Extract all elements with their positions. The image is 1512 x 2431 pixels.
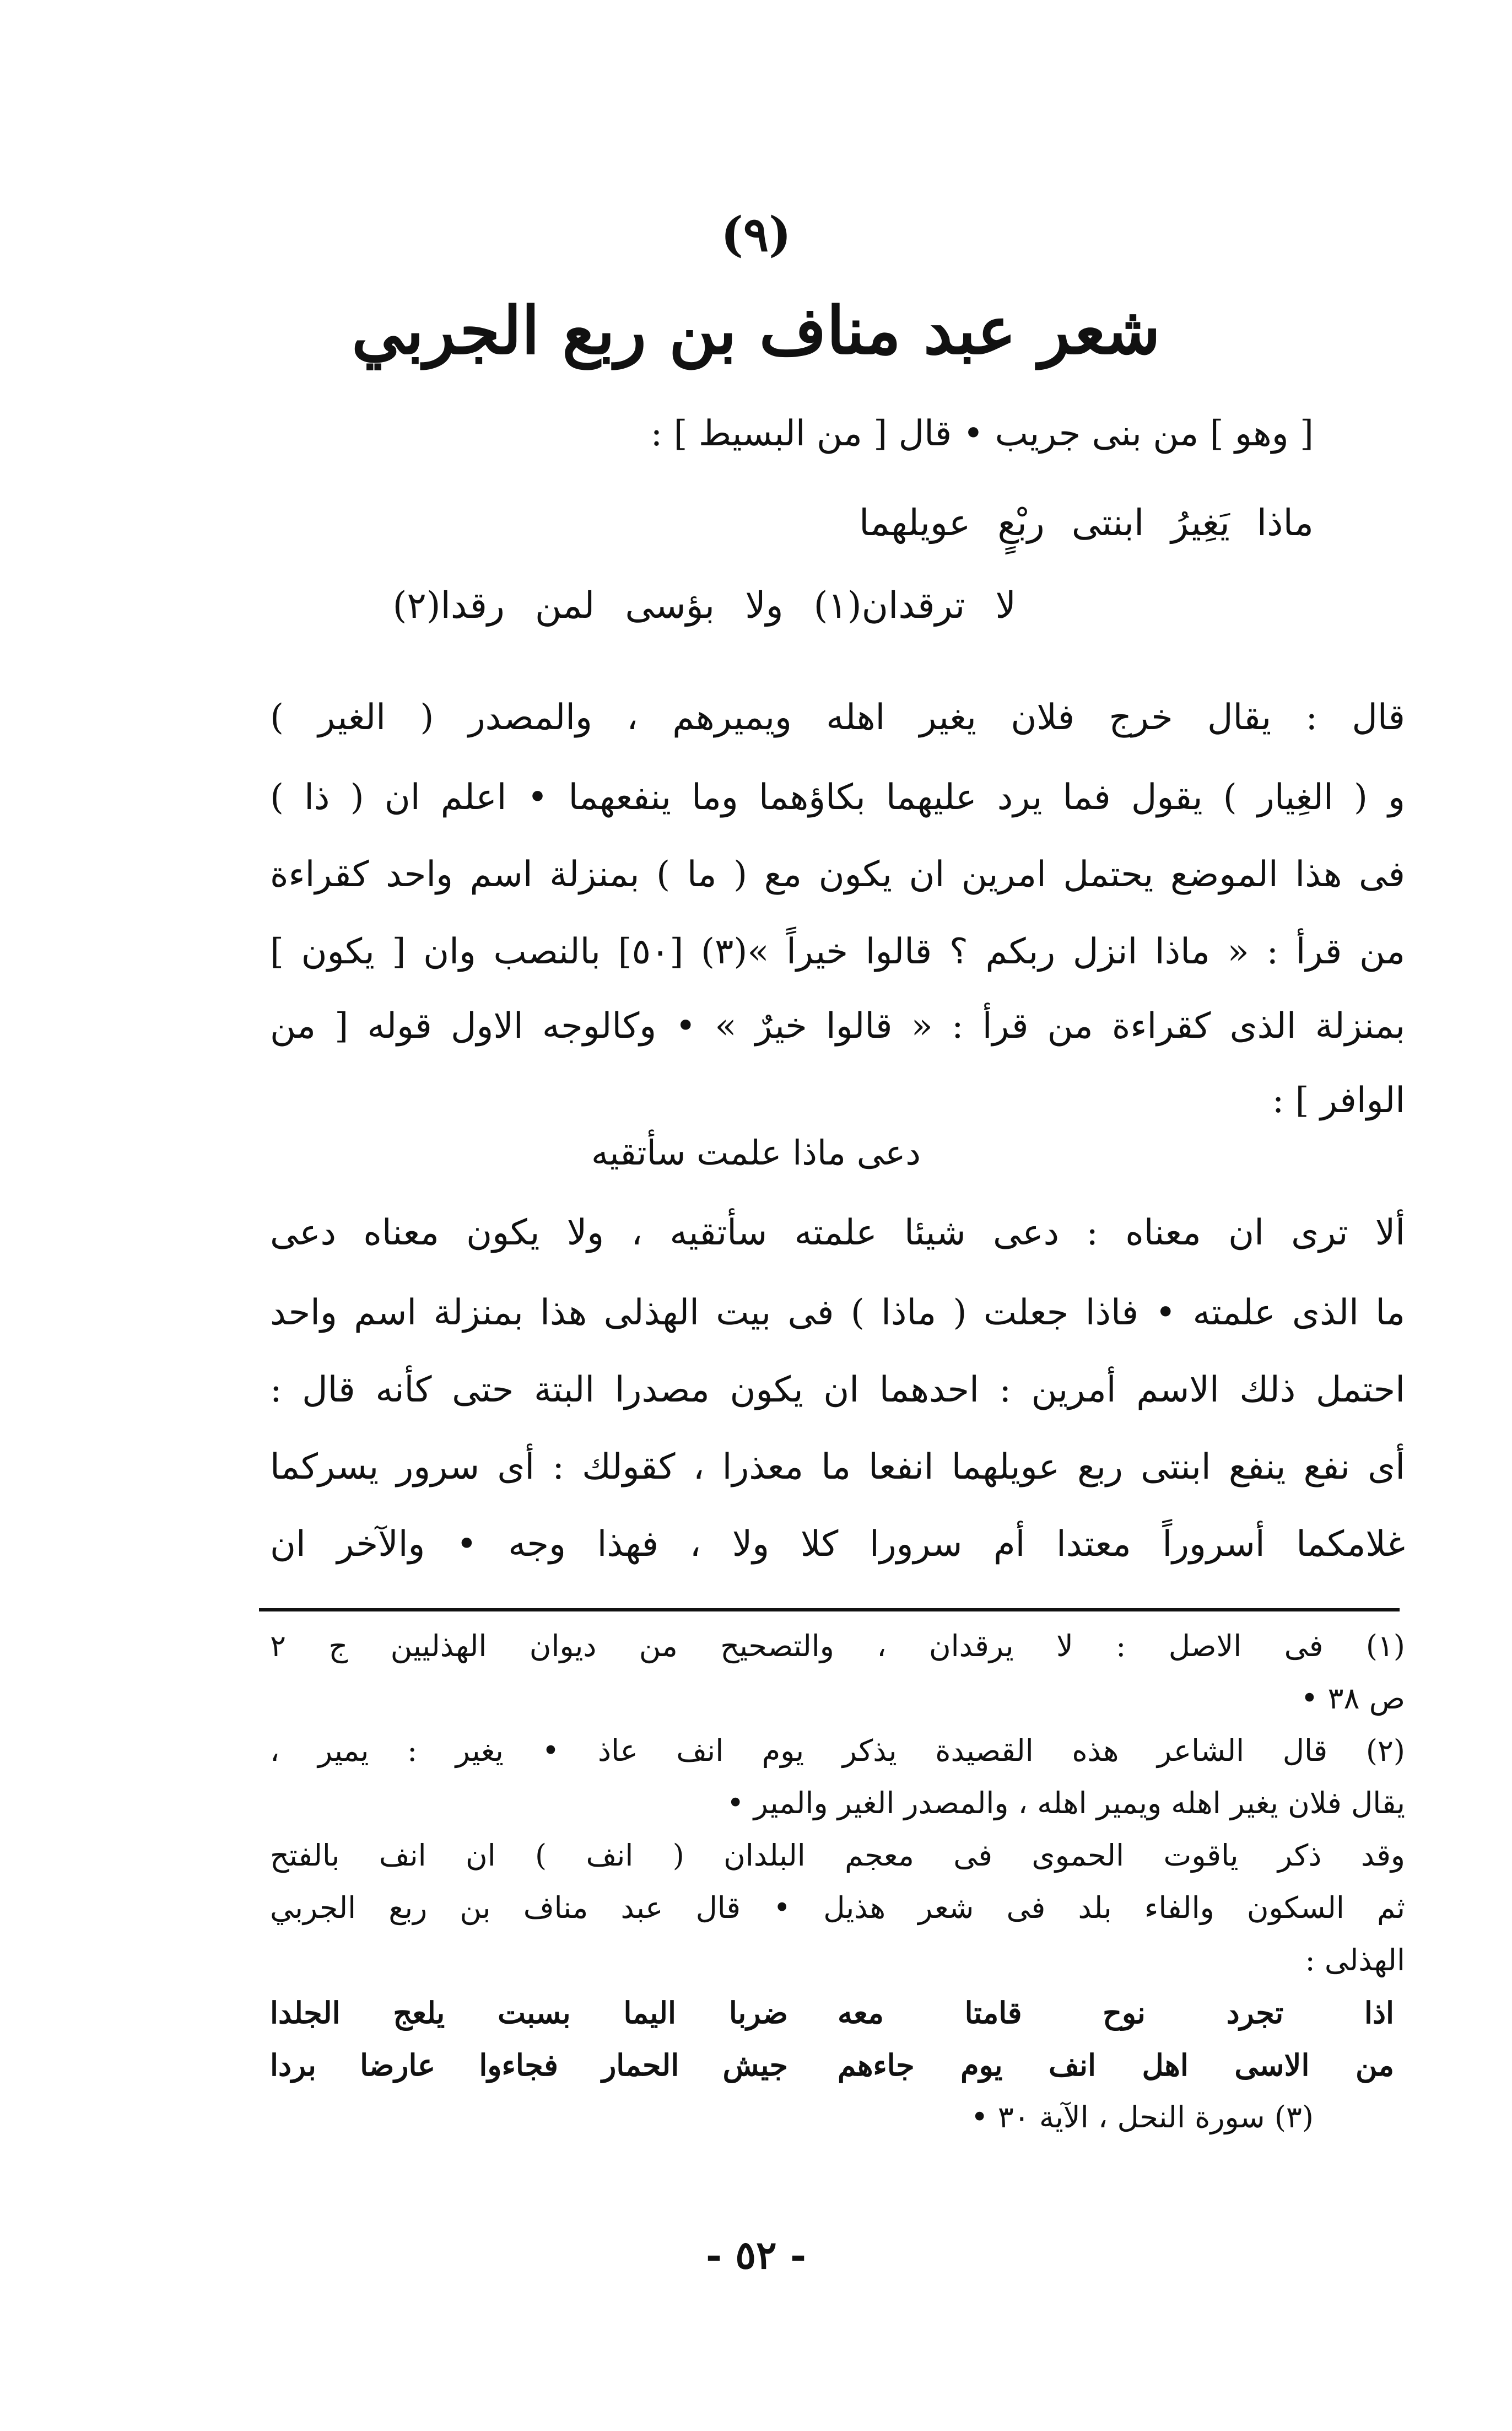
- commentary-line: قال : يقال خرج فلان يغير اهله ويميرهم ، والمصدر ( الغير ): [270, 697, 1406, 738]
- footnote-2-line-4: ثم السكون والفاء بلد فى شعر هذيل • قال عبد مناف بن ربع الجربي: [270, 1890, 1405, 1925]
- footnote-2-line-1: (٢) قال الشاعر هذه القصيدة يذكر يوم انف عاذ • يغير : يمير ،: [270, 1733, 1405, 1768]
- commentary-line: احتمل ذلك الاسم أمرين : احدهما ان يكون مصدرا البتة حتى كأنه قال :: [270, 1370, 1405, 1410]
- commentary-line: غلامكما أسروراً معتدا أم سرورا كلا ولا ، فهذا وجه • والآخر ان: [270, 1524, 1405, 1565]
- commentary-line: أى نفع ينفع ابنتى ربع عويلهما انفعا ما معذرا ، كقولك : أى سرور يسركما: [270, 1447, 1405, 1487]
- commentary-line: من قرأ : « ماذا انزل ربكم ؟ قالوا خيراً »(٣) [٥٠] بالنصب وان [ يكون ]: [270, 931, 1406, 972]
- verse-line-2: لا ترقدان(١) ولا بؤسى لمن رقدا(٢): [392, 584, 1016, 627]
- commentary-line: الوافر ] :: [1272, 1080, 1405, 1121]
- footnote-2-line-3: وقد ذكر ياقوت الحموى فى معجم البلدان ( انف ) ان انف بالفتح: [270, 1838, 1405, 1873]
- footnote-2-line-5: الهذلى :: [1305, 1943, 1405, 1977]
- commentary-line: بمنزلة الذى كقراءة من قرأ : « قالوا خيرٌ » • وكالوجه الاول قوله [ من: [270, 1006, 1405, 1047]
- page-number: - ٥٢ -: [705, 2232, 807, 2278]
- chapter-number: (٩): [721, 207, 791, 262]
- intro-line: [ وهو ] من بنى جريب • قال [ من البسيط ] :: [650, 413, 1314, 454]
- commentary-line: فى هذا الموضع يحتمل امرين ان يكون مع ( ما ) بمنزلة اسم واحد كقراءة: [270, 854, 1405, 895]
- footnote-divider: [259, 1608, 1400, 1611]
- footnote-poem-hemistich-a: اذا تجرد نوح قامتا معه: [838, 1995, 1394, 2030]
- footnote-1-line-2: ص ٣٨ •: [1300, 1681, 1405, 1716]
- footnote-poem-hemistich-b: ضربا اليما بسبت يلعج الجلدا: [270, 1995, 788, 2030]
- footnote-3: (٣) سورة النحل ، الآية ٣٠ •: [970, 2100, 1314, 2134]
- commentary-line: و ( الغِيار ) يقول فما يرد عليهما بكاؤهما وما ينفعهما • اعلم ان ( ذا ): [270, 777, 1405, 818]
- commentary-line: ألا ترى ان معناه : دعى شيئا علمته سأتقيه ، ولا يكون معناه دعى: [270, 1212, 1405, 1253]
- commentary-line: ما الذى علمته • فاذا جعلت ( ماذا ) فى بيت الهذلى هذا بمنزلة اسم واحد: [270, 1292, 1405, 1333]
- footnote-1-line-1: (١) فى الاصل : لا يرقدان ، والتصحيح من ديوان الهذليين ج ٢: [270, 1629, 1405, 1663]
- footnote-poem-hemistich-a: من الاسى اهل انف يوم جاءهم: [838, 2047, 1394, 2083]
- footnote-2-line-2: يقال فلان يغير اهله ويمير اهله ، والمصدر الغير والمير •: [726, 1786, 1405, 1820]
- footnote-poem-hemistich-b: جيش الحمار فجاءوا عارضا بردا: [270, 2047, 788, 2083]
- verse-line-1: ماذا يَغِيرُ ابنتى ربْعٍ عويلهما: [859, 502, 1314, 544]
- page-title: شعر عبد مناف بن ربع الجربي: [352, 292, 1160, 369]
- quoted-hemistich: دعى ماذا علمت سأتقيه: [591, 1133, 921, 1173]
